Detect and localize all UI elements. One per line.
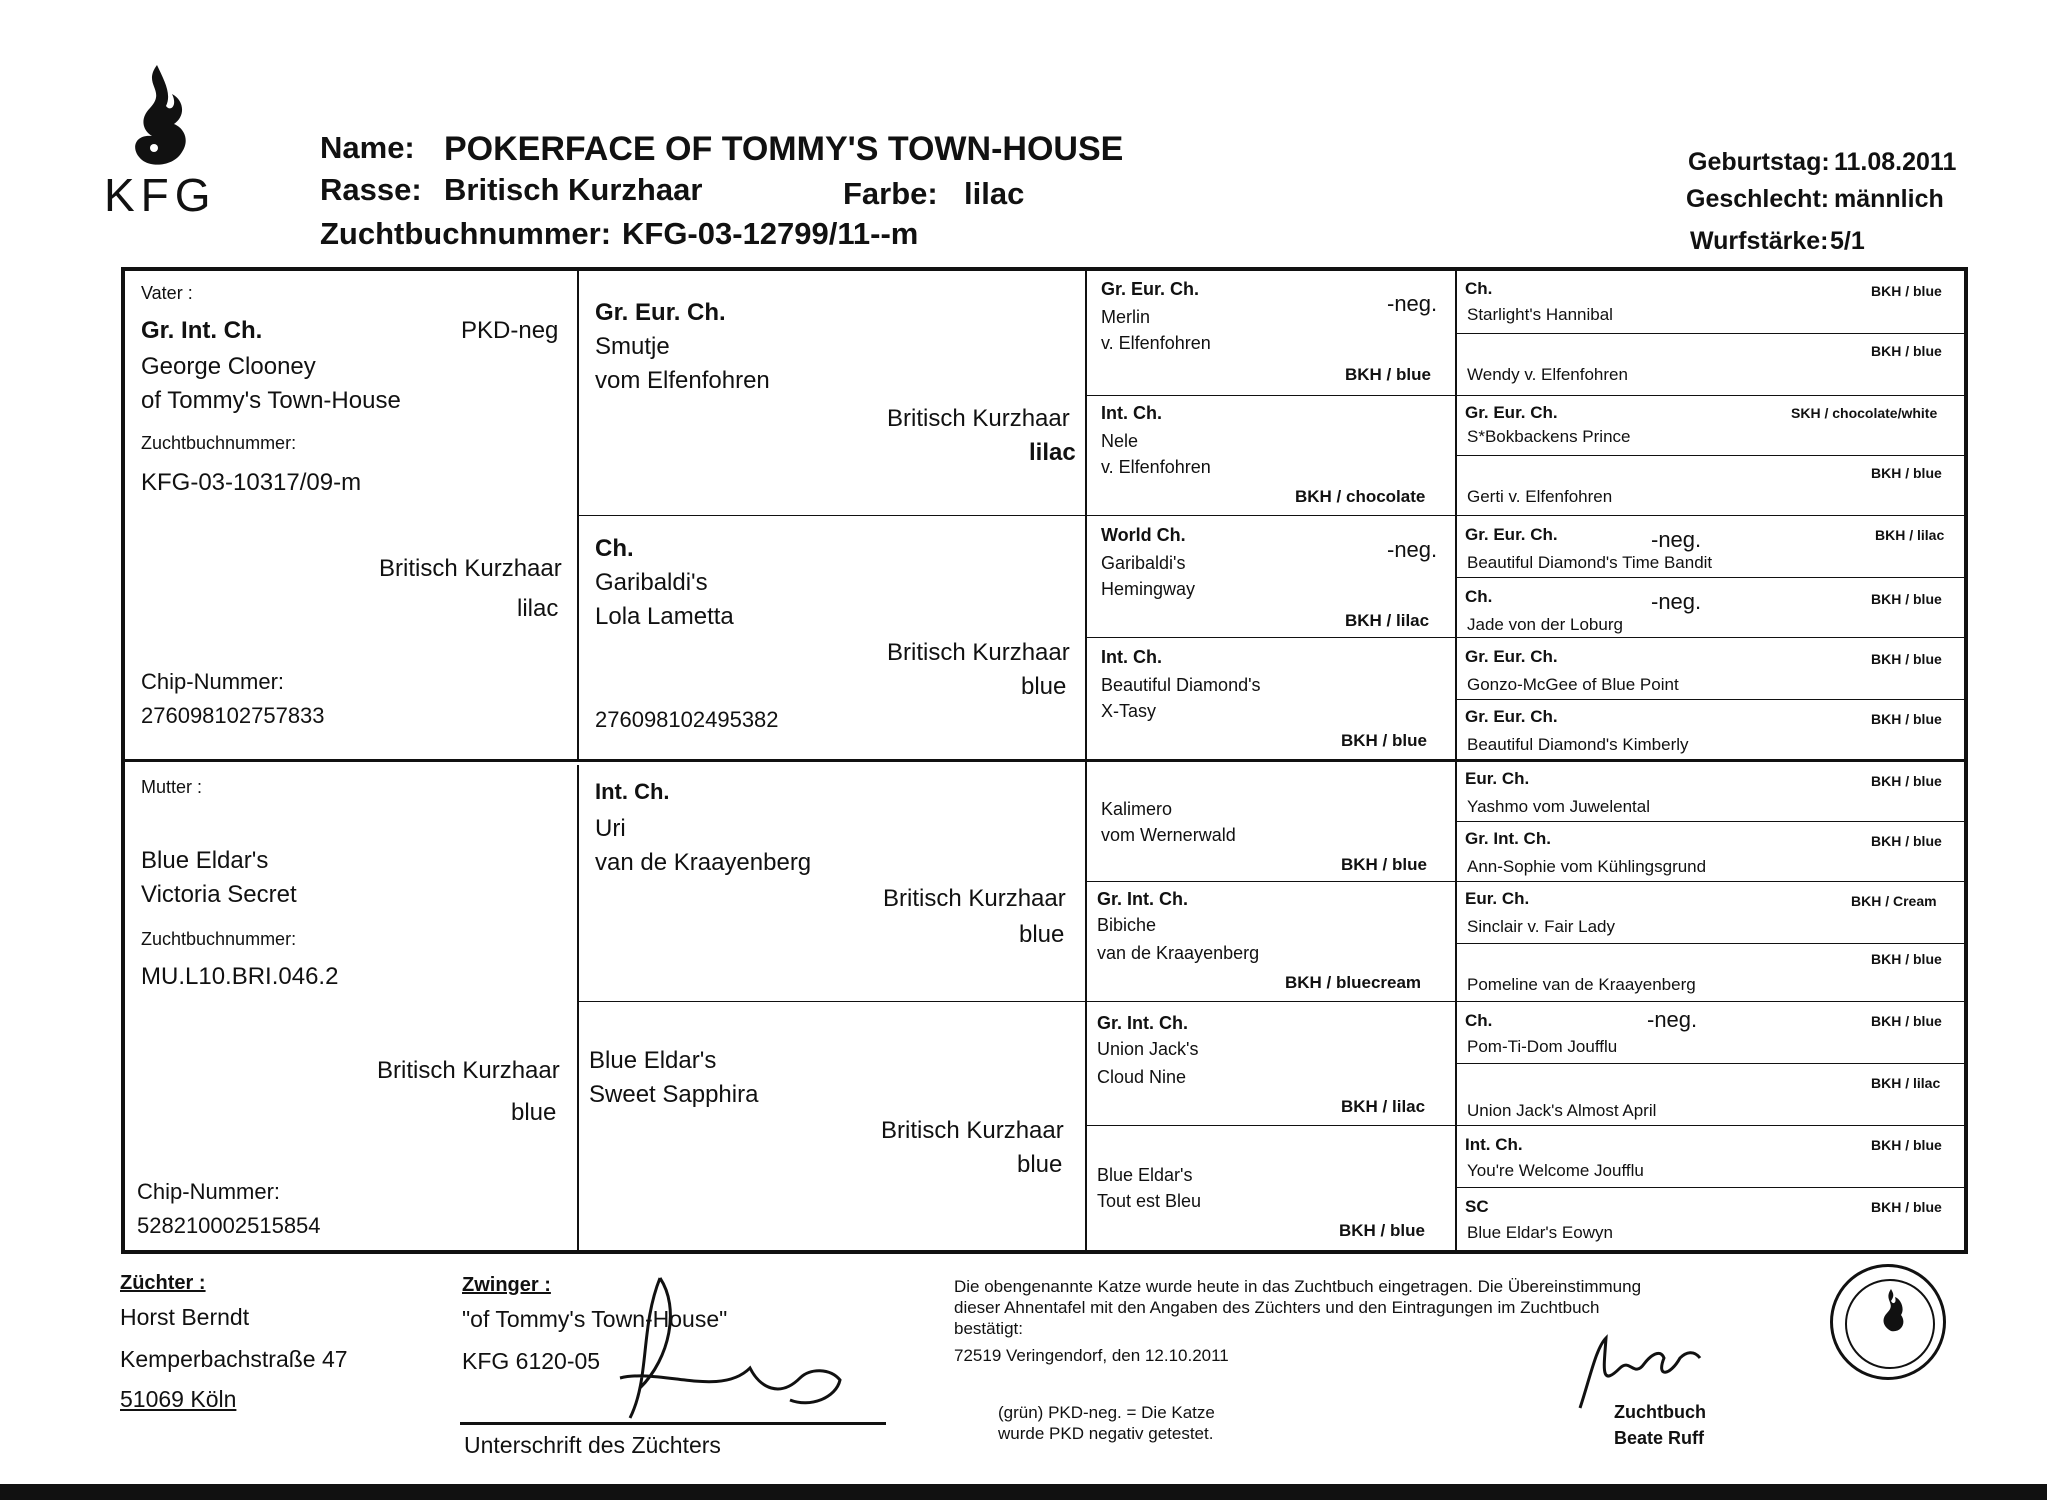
- gggp-7-title: Gr. Eur. Ch.: [1465, 647, 1558, 666]
- gggp-5-neg: -neg.: [1651, 527, 1702, 552]
- gggp-10-name: Ann-Sophie vom Kühlingsgrund: [1467, 857, 1707, 876]
- gp-ff-title: Gr. Eur. Ch.: [595, 299, 726, 326]
- statement-line-1: Die obengenannte Katze wurde heute in das Zuchtbuch eingetragen. Die Übereinstimmung: [954, 1277, 1642, 1296]
- gggp-5-title: Gr. Eur. Ch.: [1465, 525, 1558, 544]
- gggp-1-title: Ch.: [1465, 279, 1493, 298]
- ggp-8-name2: Tout est Bleu: [1097, 1191, 1202, 1211]
- pkd-note-line-1: (grün) PKD-neg. = Die Katze: [998, 1403, 1215, 1422]
- ggp-1-name1: Merlin: [1101, 307, 1151, 327]
- gggp-11-name: Sinclair v. Fair Lady: [1467, 917, 1616, 936]
- geburtstag-value: 11.08.2011: [1834, 148, 1957, 176]
- ggp-7-name1: Union Jack's: [1097, 1039, 1199, 1059]
- gggp-6-name: Jade von der Loburg: [1467, 615, 1623, 634]
- gp-fm-color: blue: [1021, 673, 1067, 700]
- ggp-6-code: BKH / bluecream: [1285, 973, 1422, 992]
- ggp-2-title: Int. Ch.: [1101, 403, 1162, 423]
- zwinger-number: KFG 6120-05: [462, 1348, 601, 1374]
- ggp-3-name2: Hemingway: [1101, 579, 1196, 599]
- gggp-12-code: BKH / blue: [1871, 951, 1942, 967]
- gggp-5-name: Beautiful Diamond's Time Bandit: [1467, 553, 1713, 572]
- ggp-6-title: Gr. Int. Ch.: [1097, 889, 1189, 909]
- gggp-16-name: Blue Eldar's Eowyn: [1467, 1223, 1613, 1242]
- gggp-13-code: BKH / blue: [1871, 1013, 1942, 1029]
- mother-breed: Britisch Kurzhaar: [377, 1057, 560, 1084]
- farbe-value: lilac: [964, 176, 1025, 211]
- pedigree-table: [121, 267, 1968, 1254]
- gggp-5-code: BKH / lilac: [1875, 527, 1945, 543]
- father-color: lilac: [517, 595, 559, 622]
- registration-statement: [954, 1276, 1641, 1366]
- ggp-1-neg: -neg.: [1387, 291, 1438, 316]
- gggp-13-neg: -neg.: [1647, 1007, 1698, 1032]
- father-label: Vater :: [141, 283, 193, 303]
- mother-zb-label: Zuchtbuchnummer:: [141, 929, 297, 949]
- gggp-3-name: S*Bokbackens Prince: [1467, 427, 1631, 446]
- zb-value: KFG-03-12799/11--m: [622, 216, 919, 251]
- gggp-16-code: BKH / blue: [1871, 1199, 1942, 1215]
- gggp-6-code: BKH / blue: [1871, 591, 1942, 607]
- mother-label: Mutter :: [141, 777, 203, 797]
- geburtstag-label: Geburtstag:: [1688, 148, 1830, 176]
- mother-name1: Blue Eldar's: [141, 847, 269, 874]
- gggp-3-code: SKH / chocolate/white: [1791, 405, 1938, 421]
- ggp-4-name1: Beautiful Diamond's: [1101, 675, 1261, 695]
- ggp-5-name1: Kalimero: [1101, 799, 1173, 819]
- gggp-8-code: BKH / blue: [1871, 711, 1942, 727]
- gggp-7-name: Gonzo-McGee of Blue Point: [1467, 675, 1679, 694]
- zuchtbuch-name: Beate Ruff: [1614, 1428, 1705, 1448]
- zuechter-name: Horst Berndt: [120, 1304, 250, 1330]
- ggp-1-title: Gr. Eur. Ch.: [1101, 279, 1200, 299]
- gggp-2-code: BKH / blue: [1871, 343, 1942, 359]
- ggp-2-name2: v. Elfenfohren: [1101, 457, 1211, 477]
- ggp-6-name2: van de Kraayenberg: [1097, 943, 1260, 963]
- gggp-15-title: Int. Ch.: [1465, 1135, 1523, 1154]
- ggp-7-name2: Cloud Nine: [1097, 1067, 1187, 1087]
- gggp-9-name: Yashmo vom Juwelental: [1467, 797, 1650, 816]
- gp-ff-breed: Britisch Kurzhaar: [887, 405, 1070, 432]
- gggp-4-name: Gerti v. Elfenfohren: [1467, 487, 1613, 506]
- gp-mm-color: blue: [1017, 1151, 1063, 1178]
- zuchtbuch-label: Zuchtbuch: [1614, 1402, 1706, 1422]
- gp-mf-name1: Uri: [595, 815, 626, 842]
- father-zb-label: Zuchtbuchnummer:: [141, 433, 297, 453]
- pkd-note: [998, 1402, 1215, 1444]
- gggp-3-title: Gr. Eur. Ch.: [1465, 403, 1558, 422]
- zuechter-city: 51069 Köln: [120, 1386, 237, 1412]
- gggp-13-title: Ch.: [1465, 1011, 1493, 1030]
- mother-color: blue: [511, 1099, 557, 1126]
- pkd-note-line-2: wurde PKD negativ getestet.: [998, 1424, 1214, 1443]
- gp-fm-name1: Garibaldi's: [595, 569, 708, 596]
- gggp-1-name: Starlight's Hannibal: [1467, 305, 1613, 324]
- gp-fm-chip: 276098102495382: [595, 707, 779, 732]
- ggp-8-code: BKH / blue: [1339, 1221, 1425, 1240]
- gggp-9-title: Eur. Ch.: [1465, 769, 1530, 788]
- father-name1: George Clooney: [141, 353, 316, 380]
- father-pkd: PKD-neg: [461, 317, 559, 344]
- cat-name: POKERFACE OF TOMMY'S TOWN-HOUSE: [444, 130, 1124, 168]
- gp-mm-name1: Blue Eldar's: [589, 1047, 717, 1074]
- mother-chip-label: Chip-Nummer:: [137, 1179, 281, 1204]
- gggp-7-code: BKH / blue: [1871, 651, 1942, 667]
- breeder-signature-icon: [600, 1268, 860, 1428]
- gggp-10-title: Gr. Int. Ch.: [1465, 829, 1551, 848]
- ggp-8-name1: Blue Eldar's: [1097, 1165, 1193, 1185]
- ggp-3-code: BKH / lilac: [1345, 611, 1430, 630]
- father-chip-label: Chip-Nummer:: [141, 669, 285, 694]
- gp-mm-name2: Sweet Sapphira: [589, 1081, 759, 1108]
- ggp-5-name2: vom Wernerwald: [1101, 825, 1236, 845]
- gggp-6-neg: -neg.: [1651, 589, 1702, 614]
- ggp-4-title: Int. Ch.: [1101, 647, 1162, 667]
- father-name2: of Tommy's Town-House: [141, 387, 401, 414]
- gggp-2-name: Wendy v. Elfenfohren: [1467, 365, 1628, 384]
- zuechter-label: Züchter :: [120, 1272, 206, 1294]
- gggp-14-code: BKH / lilac: [1871, 1075, 1941, 1091]
- rasse-value: Britisch Kurzhaar: [444, 172, 703, 207]
- wurf-label: Wurfstärke:: [1690, 227, 1829, 255]
- gp-ff-color: lilac: [1029, 439, 1076, 466]
- ggp-2-code: BKH / chocolate: [1295, 487, 1426, 506]
- name-label: Name:: [320, 130, 415, 165]
- ggp-5-code: BKH / blue: [1341, 855, 1427, 874]
- gggp-4-code: BKH / blue: [1871, 465, 1942, 481]
- flame-cat-icon: [112, 60, 202, 170]
- father-zb: KFG-03-10317/09-m: [141, 469, 362, 496]
- gggp-9-code: BKH / blue: [1871, 773, 1942, 789]
- gp-mm-breed: Britisch Kurzhaar: [881, 1117, 1064, 1144]
- zb-label: Zuchtbuchnummer:: [320, 216, 612, 251]
- farbe-label: Farbe:: [843, 176, 938, 211]
- gp-fm-breed: Britisch Kurzhaar: [887, 639, 1070, 666]
- gggp-15-name: You're Welcome Joufflu: [1467, 1161, 1644, 1180]
- gp-ff-name2: vom Elfenfohren: [595, 367, 770, 394]
- father-chip: 276098102757833: [141, 703, 325, 728]
- kfg-seal-icon: [1830, 1264, 1946, 1380]
- signature-line: [460, 1422, 886, 1425]
- gp-ff-name1: Smutje: [595, 333, 670, 360]
- zwinger-name: "of Tommy's Town-House": [462, 1306, 728, 1332]
- gggp-8-title: Gr. Eur. Ch.: [1465, 707, 1558, 726]
- wurf-value: 5/1: [1830, 227, 1865, 255]
- mother-zb: MU.L10.BRI.046.2: [141, 963, 339, 990]
- gggp-15-code: BKH / blue: [1871, 1137, 1942, 1153]
- ggp-3-neg: -neg.: [1387, 537, 1438, 562]
- gggp-8-name: Beautiful Diamond's Kimberly: [1467, 735, 1689, 754]
- logo-text: KFG: [104, 169, 217, 221]
- kfg-logo: [100, 60, 217, 221]
- geschlecht-label: Geschlecht:: [1686, 185, 1830, 213]
- gp-fm-title: Ch.: [595, 535, 634, 562]
- zuechter-street: Kemperbachstraße 47: [120, 1346, 348, 1372]
- gggp-14-name: Union Jack's Almost April: [1467, 1101, 1657, 1120]
- gggp-6-title: Ch.: [1465, 587, 1493, 606]
- mother-name2: Victoria Secret: [141, 881, 297, 908]
- page-bottom-edge: [0, 1484, 2047, 1500]
- gggp-16-title: SC: [1465, 1197, 1489, 1216]
- signature-label: Unterschrift des Züchters: [464, 1432, 721, 1458]
- seal-cat-icon: [1871, 1287, 1911, 1337]
- place-date: 72519 Veringendorf, den 12.10.2011: [954, 1346, 1229, 1365]
- ggp-6-name1: Bibiche: [1097, 915, 1157, 935]
- ggp-3-name1: Garibaldi's: [1101, 553, 1186, 573]
- geschlecht-value: männlich: [1834, 185, 1944, 213]
- gggp-13-name: Pom-Ti-Dom Joufflu: [1467, 1037, 1618, 1056]
- gggp-12-name: Pomeline van de Kraayenberg: [1467, 975, 1696, 994]
- ggp-4-name2: X-Tasy: [1101, 701, 1157, 721]
- statement-line-2: dieser Ahnentafel mit den Angaben des Züchters und den Eintragungen im Zuchtbuch: [954, 1298, 1600, 1317]
- father-breed: Britisch Kurzhaar: [379, 555, 562, 582]
- gggp-11-code: BKH / Cream: [1851, 893, 1937, 909]
- gp-mf-breed: Britisch Kurzhaar: [883, 885, 1066, 912]
- ggp-3-title: World Ch.: [1101, 525, 1186, 545]
- gggp-1-code: BKH / blue: [1871, 283, 1942, 299]
- gggp-11-title: Eur. Ch.: [1465, 889, 1530, 908]
- ggp-7-code: BKH / lilac: [1341, 1097, 1426, 1116]
- gp-fm-name2: Lola Lametta: [595, 603, 734, 630]
- gp-mf-name2: van de Kraayenberg: [595, 849, 812, 876]
- gp-mf-color: blue: [1019, 921, 1065, 948]
- ggp-7-title: Gr. Int. Ch.: [1097, 1013, 1189, 1033]
- ggp-2-name1: Nele: [1101, 431, 1139, 451]
- ggp-4-code: BKH / blue: [1341, 731, 1427, 750]
- ggp-1-name2: v. Elfenfohren: [1101, 333, 1211, 353]
- zwinger-label: Zwinger :: [462, 1274, 551, 1296]
- ggp-1-code: BKH / blue: [1345, 365, 1431, 384]
- rasse-label: Rasse:: [320, 172, 422, 207]
- gggp-10-code: BKH / blue: [1871, 833, 1942, 849]
- mother-chip: 528210002515854: [137, 1213, 321, 1238]
- statement-line-3: bestätigt:: [954, 1319, 1023, 1338]
- father-title: Gr. Int. Ch.: [141, 317, 263, 344]
- gp-mf-title: Int. Ch.: [595, 779, 670, 804]
